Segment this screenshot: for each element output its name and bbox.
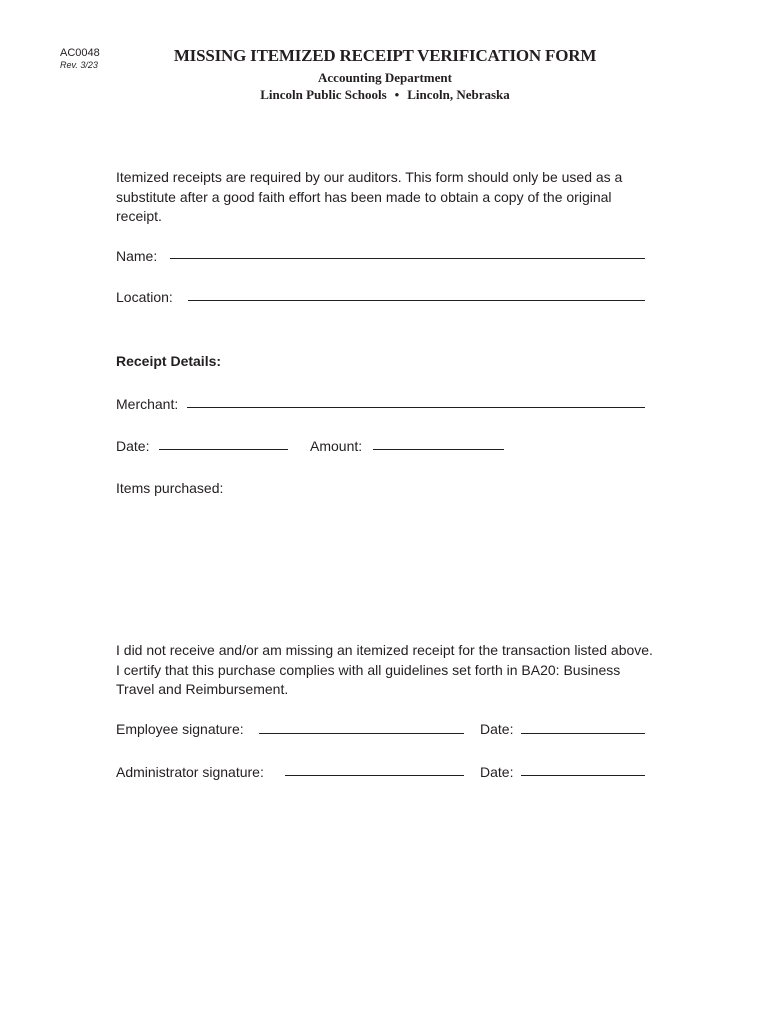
date-label: Date: <box>116 438 150 454</box>
items-purchased-area[interactable] <box>116 500 646 625</box>
employee-signature-line[interactable] <box>259 733 464 734</box>
intro-paragraph: Itemized receipts are required by our auditors. This form should only be used as a substitute after a good faith effort has been made to obtain a copy of the original receipt. <box>116 169 623 224</box>
merchant-field-line[interactable] <box>187 407 645 408</box>
employee-signature-label: Employee signature: <box>116 721 244 737</box>
receipt-details-heading: Receipt Details: <box>116 353 222 369</box>
amount-label: Amount: <box>310 438 363 454</box>
employee-date-label: Date: <box>480 721 514 737</box>
form-code: AC0048 <box>60 47 100 59</box>
administrator-date-line[interactable] <box>521 775 645 776</box>
location-field-line[interactable] <box>188 300 645 301</box>
organization-location: Lincoln, Nebraska <box>407 87 510 102</box>
organization-name: Lincoln Public Schools <box>260 87 387 102</box>
administrator-date-label: Date: <box>480 764 514 780</box>
form-revision: Rev. 3/23 <box>60 60 98 70</box>
separator-bullet: • <box>394 87 400 102</box>
page-title: MISSING ITEMIZED RECEIPT VERIFICATION FORM <box>173 46 597 65</box>
location-label: Location: <box>116 289 173 305</box>
name-field-line[interactable] <box>170 258 645 259</box>
organization-line <box>0 87 770 103</box>
amount-field-line[interactable] <box>373 449 504 450</box>
items-purchased-label: Items purchased: <box>116 480 224 496</box>
employee-date-line[interactable] <box>521 733 645 734</box>
administrator-signature-line[interactable] <box>285 775 464 776</box>
merchant-label: Merchant: <box>116 396 179 412</box>
administrator-signature-label: Administrator signature: <box>116 764 264 780</box>
name-label: Name: <box>116 248 158 264</box>
department-name: Accounting Department <box>318 70 452 85</box>
date-field-line[interactable] <box>159 449 288 450</box>
certification-paragraph: I did not receive and/or am missing an itemized receipt for the transaction listed above. I certify that this purchase complies with all guidelines set forth in BA20: Business Travel and Reimbursement. <box>116 642 653 697</box>
